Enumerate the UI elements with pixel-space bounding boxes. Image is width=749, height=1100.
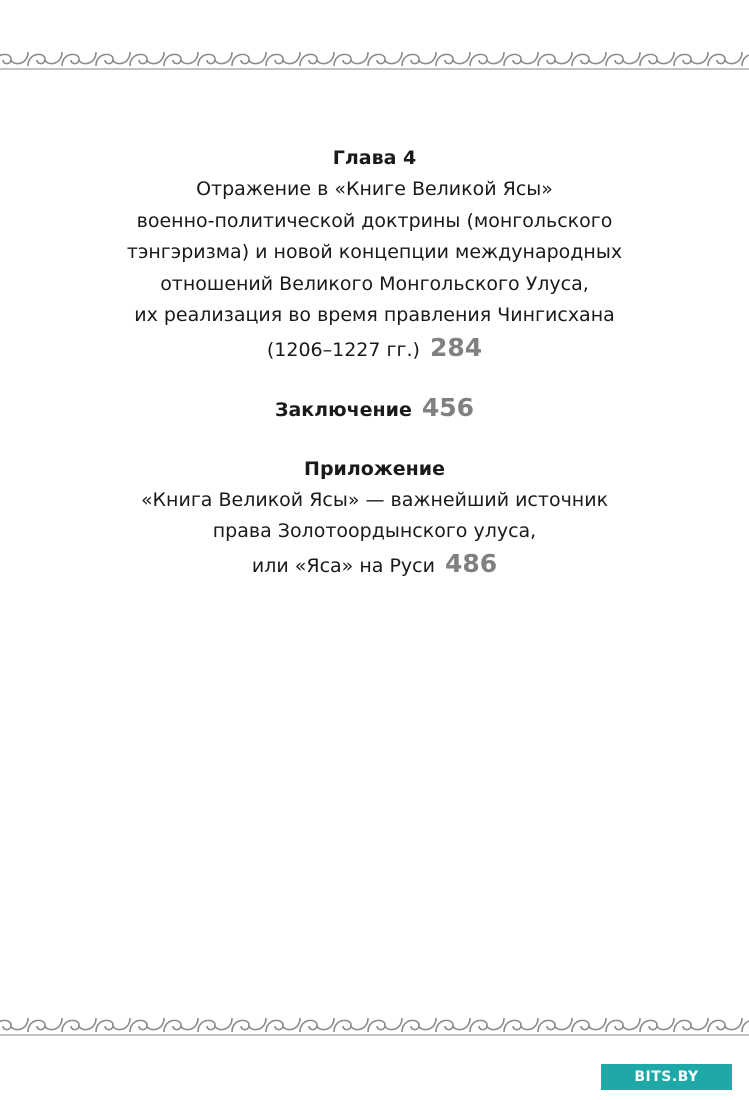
ornament-scroll-icon — [674, 1018, 708, 1035]
ornament-scroll-icon — [62, 1018, 96, 1035]
chapter-4-title-line: тэнгэризма) и новой концепции международных — [126, 241, 623, 263]
ornament-scroll-icon — [334, 1018, 368, 1035]
top-ornament-border — [0, 44, 749, 74]
ornament-scroll-icon — [674, 52, 708, 69]
chapter-4-page-number: 284 — [429, 332, 483, 362]
ornament-scroll-icon — [28, 1018, 62, 1035]
appendix-title-end: или «Яса» на Руси — [251, 554, 435, 577]
ornament-scroll-icon — [368, 52, 402, 69]
ornament-scroll-icon — [130, 1018, 164, 1035]
ornament-scroll-icon — [0, 52, 28, 69]
ornament-scroll-icon — [164, 52, 198, 69]
ornament-scroll-icon — [572, 1018, 606, 1035]
ornament-scroll-icon — [538, 1018, 572, 1035]
ornament-scroll-icon — [436, 1018, 470, 1035]
ornament-scroll-icon — [402, 1018, 436, 1035]
ornament-scroll-icon — [436, 52, 470, 69]
ornament-scroll-icon — [708, 52, 742, 69]
ornament-scroll-icon — [28, 52, 62, 69]
ornament-scroll-icon — [266, 52, 300, 69]
ornament-scroll-icon — [232, 1018, 266, 1035]
appendix-page-number: 486 — [444, 548, 498, 578]
chapter-4-title-line: Отражение в «Книге Великой Ясы» — [196, 178, 553, 200]
ornament-scroll-icon — [572, 52, 606, 69]
appendix-heading: Приложение — [304, 457, 445, 480]
conclusion-page-number: 456 — [421, 393, 475, 422]
ornament-scroll-icon — [538, 52, 572, 69]
chapter-4-title-line: отношений Великого Монгольского Улуса, — [160, 272, 589, 295]
chapter-4-title-line: их реализация во время правления Чингисхана — [134, 304, 615, 326]
ornament-scroll-icon — [300, 52, 334, 69]
table-of-contents — [0, 142, 749, 608]
ornament-scroll-icon — [742, 52, 749, 69]
ornament-scroll-icon — [232, 52, 266, 69]
ornament-scroll-icon — [504, 1018, 538, 1035]
ornament-scroll-icon — [368, 1018, 402, 1035]
ornament-scroll-icon — [62, 52, 96, 69]
ornament-scroll-icon — [742, 1018, 749, 1035]
bottom-ornament-border — [0, 1010, 749, 1040]
chapter-4-heading: Глава 4 — [332, 147, 417, 169]
ornament-scroll-icon — [0, 1018, 28, 1035]
appendix-title-line: «Книга Великой Ясы» — важнейший источник — [140, 488, 609, 511]
ornament-scroll-icon — [266, 1018, 300, 1035]
ornament-scroll-icon — [334, 52, 368, 69]
ornament-scroll-icon — [402, 52, 436, 69]
ornament-scroll-icon — [198, 1018, 232, 1035]
chapter-4-last-line — [0, 332, 749, 367]
conclusion-heading: Заключение — [274, 399, 412, 421]
ornament-scroll-icon — [640, 1018, 674, 1035]
appendix-last-line — [0, 548, 749, 583]
ornament-scroll-icon — [640, 52, 674, 69]
appendix-title-line: права Золотоордынского улуса, — [212, 520, 537, 542]
chapter-4-title-line: военно-политической доктрины (монгольского — [136, 209, 613, 232]
ornament-scroll-icon — [606, 52, 640, 69]
ornament-scroll-icon — [300, 1018, 334, 1035]
site-watermark: BITS.BY — [601, 1064, 732, 1090]
ornament-scroll-icon — [606, 1018, 640, 1035]
toc-entry-chapter-4 — [0, 142, 749, 366]
toc-entry-appendix — [0, 453, 749, 583]
ornament-scroll-icon — [96, 52, 130, 69]
conclusion-line — [0, 392, 749, 427]
chapter-4-dates: (1206–1227 гг.) — [266, 338, 420, 361]
toc-entry-conclusion — [0, 392, 749, 427]
ornament-scroll-icon — [198, 52, 232, 69]
ornament-scroll-icon — [130, 52, 164, 69]
ornament-scroll-icon — [164, 1018, 198, 1035]
ornament-scroll-icon — [504, 52, 538, 69]
ornament-scroll-icon — [470, 1018, 504, 1035]
ornament-scroll-icon — [470, 52, 504, 69]
ornament-scroll-icon — [708, 1018, 742, 1035]
ornament-scroll-icon — [96, 1018, 130, 1035]
